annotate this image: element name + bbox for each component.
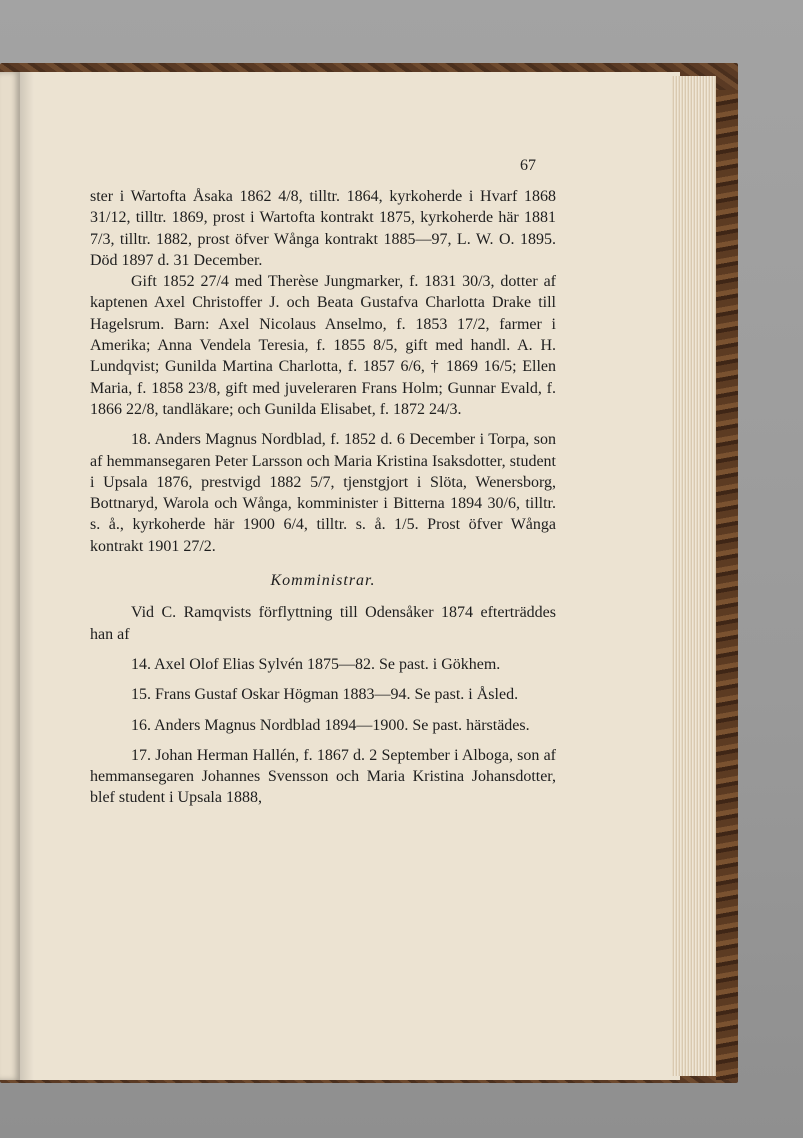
- paragraph: ster i Wartofta Åsaka 1862 4/8, tilltr. 1864, kyrkoherde i Hvarf 1868 31/12, tilltr. 1869, prost i Wartofta kontrakt 1875, kyrkoherde här 1881 7/3, tilltr. 1882, prost öfver Wånga kontrakt 1885—97, L. W. O. 1895. Död 1897 d. 31 December.: [90, 188, 556, 269]
- left-page-edge: [0, 72, 20, 1080]
- section-heading: Komministrar.: [270, 572, 376, 590]
- paragraph: 17. Johan Herman Hallén, f. 1867 d. 2 September i Alboga, son af hemmansegaren Johannes Svensson och Maria Kristina Johansdotter, blef student i Upsala 1888,: [90, 746, 556, 807]
- page-text: [90, 186, 556, 809]
- gutter-shadow: [20, 72, 34, 1080]
- paragraph: 14. Axel Olof Elias Sylvén 1875—82. Se past. i Gökhem.: [131, 655, 501, 673]
- paragraph: 16. Anders Magnus Nordblad 1894—1900. Se past. härstädes.: [131, 716, 530, 734]
- paragraph: Vid C. Ramqvists förflyttning till Odensåker 1874 efterträddes han af: [90, 604, 556, 643]
- page-stack-edges: [672, 76, 716, 1076]
- paragraph: Gift 1852 27/4 med Therèse Jungmarker, f. 1831 30/3, dotter af kaptenen Axel Christoffer J. och Beata Gustafva Charlotta Drake till Hagelsrum. Barn: Axel Nicolaus Anselmo, f. 1853 17/2, farmer i Amerika; Anna Vendela Teresia, f. 1855 8/5, gift med handl. A. H. Lundqvist; Gunilda Martina Charlotta, f. 1857 6/6, † 1869 16/5; Ellen Maria, f. 1858 23/8, gift med juveleraren Frans Holm; Gunnar Evald, f. 1866 22/8, tandläkare; och Gunilda Elisabet, f. 1872 24/3.: [90, 273, 556, 418]
- page-number: 67: [520, 157, 536, 174]
- paragraph: 15. Frans Gustaf Oskar Högman 1883—94. Se past. i Åsled.: [131, 686, 519, 704]
- book-cover-edge: [716, 90, 738, 1080]
- paragraph: 18. Anders Magnus Nordblad, f. 1852 d. 6 December i Torpa, son af hemmansegaren Peter Larsson och Maria Kristina Isaksdotter, student i Upsala 1876, prestvigd 1882 5/7, tjenstgjort i Slöta, Wenersborg, Bottnaryd, Warola och Wånga, komminister i Bitterna 1894 30/6, tilltr. s. å., kyrkoherde här 1900 6/4, tilltr. s. å. 1/5. Prost öfver Wånga kontrakt 1901 27/2.: [90, 431, 556, 555]
